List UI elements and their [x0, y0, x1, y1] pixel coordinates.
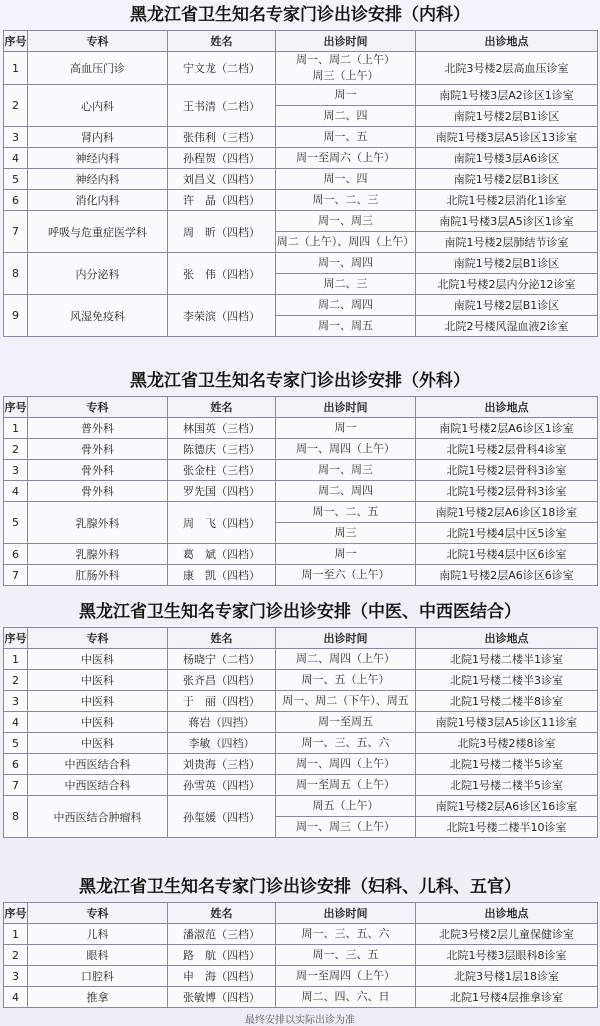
table-row	[4, 796, 598, 817]
header-name: 姓名	[168, 628, 276, 649]
cell-time: 周一、周四（上午）	[276, 754, 416, 775]
section-title: 黑龙江省卫生知名专家门诊出诊安排（妇科、儿科、五官）	[79, 877, 521, 897]
table-header-row	[4, 31, 598, 52]
cell-location: 南院1号楼2层B1诊区	[416, 169, 598, 190]
cell-dept: 神经内科	[28, 169, 168, 190]
header-time: 出诊时间	[276, 628, 416, 649]
table-header-row	[4, 628, 598, 649]
table-row	[4, 460, 598, 481]
cell-location: 南院1号楼2层B1诊区	[416, 295, 598, 316]
cell-no: 6	[4, 190, 28, 211]
cell-time: 周一至六（上午）	[276, 565, 416, 586]
cell-name: 林国英（三档）	[168, 418, 276, 439]
table-row	[4, 502, 598, 523]
table-row	[4, 52, 598, 85]
cell-name: 孙雪英（四档）	[168, 775, 276, 796]
cell-dept: 中医科	[28, 691, 168, 712]
cell-name: 陈德庆（三档）	[168, 439, 276, 460]
cell-dept: 心内科	[28, 85, 168, 127]
cell-time: 周二、四、六、日	[276, 987, 416, 1008]
cell-time: 周一	[276, 544, 416, 565]
header-no: 序号	[4, 628, 28, 649]
cell-dept: 中西医结合科	[28, 775, 168, 796]
cell-name: 孙程贺（四档）	[168, 148, 276, 169]
cell-name: 周 昕（四档）	[168, 211, 276, 253]
cell-time: 周一、三、五、六	[276, 924, 416, 945]
cell-no: 4	[4, 481, 28, 502]
cell-time: 周五（上午）	[276, 796, 416, 817]
cell-dept: 骨外科	[28, 481, 168, 502]
cell-name: 康 凯（四档）	[168, 565, 276, 586]
cell-location: 北院1号楼二楼半5诊室	[416, 775, 598, 796]
cell-location: 北院1号楼二楼半5诊室	[416, 754, 598, 775]
cell-time: 周一	[276, 85, 416, 106]
cell-time: 周一、四	[276, 169, 416, 190]
cell-name: 路 航（四档）	[168, 945, 276, 966]
cell-dept: 乳腺外科	[28, 502, 168, 544]
cell-no: 4	[4, 987, 28, 1008]
cell-location: 北院1号楼4层中区5诊室	[416, 523, 598, 544]
cell-time: 周二（上午）、周四（上午）	[276, 232, 416, 253]
table-row	[4, 439, 598, 460]
cell-location: 北院1号楼3层眼科8诊室	[416, 945, 598, 966]
cell-location: 北院3号楼2楼8诊室	[416, 733, 598, 754]
table-row	[4, 775, 598, 796]
cell-no: 2	[4, 670, 28, 691]
cell-time: 周一、三、五、六	[276, 733, 416, 754]
cell-no: 1	[4, 52, 28, 85]
cell-no: 6	[4, 544, 28, 565]
cell-location: 南院1号楼2层肺结节诊室	[416, 232, 598, 253]
cell-dept: 口腔科	[28, 966, 168, 987]
table-header-row	[4, 903, 598, 924]
table-row	[4, 148, 598, 169]
cell-location: 南院1号楼2层A6诊区6诊室	[416, 565, 598, 586]
cell-no: 7	[4, 565, 28, 586]
cell-dept: 神经内科	[28, 148, 168, 169]
table-row	[4, 691, 598, 712]
cell-location: 北院1号楼二楼半8诊室	[416, 691, 598, 712]
schedule-table	[3, 627, 598, 838]
section-tcm	[0, 597, 600, 838]
footer-note: 最终安排以实际出诊为准	[245, 1015, 355, 1026]
cell-name: 张敏博（四档）	[168, 987, 276, 1008]
header-dept: 专科	[28, 628, 168, 649]
cell-location: 北院1号楼2层骨科3诊室	[416, 481, 598, 502]
cell-name: 罗先国（四档）	[168, 481, 276, 502]
cell-location: 南院1号楼3层A5诊区11诊室	[416, 712, 598, 733]
table-row	[4, 211, 598, 232]
cell-dept: 肾内科	[28, 127, 168, 148]
cell-location: 北院1号楼2层消化1诊室	[416, 190, 598, 211]
cell-dept: 呼吸与危重症医学科	[28, 211, 168, 253]
table-header-row	[4, 397, 598, 418]
cell-location: 北院1号楼2层骨科4诊室	[416, 439, 598, 460]
cell-dept: 中西医结合肿瘤科	[28, 796, 168, 838]
cell-time: 周一、五	[276, 127, 416, 148]
table-row	[4, 712, 598, 733]
cell-name: 宁文龙（二档）	[168, 52, 276, 85]
cell-name: 许 晶（四档）	[168, 190, 276, 211]
cell-no: 2	[4, 85, 28, 127]
header-location: 出诊地点	[416, 397, 598, 418]
cell-time: 周一、周二（上午） 周三（上午）	[276, 52, 416, 85]
header-dept: 专科	[28, 903, 168, 924]
table-row	[4, 565, 598, 586]
section-surgery	[0, 366, 600, 586]
cell-time: 周一、周四	[276, 253, 416, 274]
cell-location: 北院3号楼2层儿童保健诊室	[416, 924, 598, 945]
cell-location: 南院1号楼3层A2诊区1诊室	[416, 85, 598, 106]
cell-name: 张 伟（四档）	[168, 253, 276, 295]
section-title: 黑龙江省卫生知名专家门诊出诊安排（外科）	[130, 371, 470, 391]
cell-time: 周一、周三（上午）	[276, 817, 416, 838]
cell-dept: 中西医结合科	[28, 754, 168, 775]
cell-no: 3	[4, 460, 28, 481]
cell-time: 周二、三	[276, 274, 416, 295]
cell-no: 5	[4, 502, 28, 544]
cell-name: 于 丽（四档）	[168, 691, 276, 712]
header-dept: 专科	[28, 31, 168, 52]
cell-name: 张金柱（三档）	[168, 460, 276, 481]
table-row	[4, 754, 598, 775]
cell-location: 南院1号楼3层A6诊区	[416, 148, 598, 169]
cell-no: 7	[4, 211, 28, 253]
section-title: 黑龙江省卫生知名专家门诊出诊安排（中医、中西医结合）	[79, 602, 521, 622]
table-row	[4, 966, 598, 987]
table-row	[4, 169, 598, 190]
cell-time: 周三	[276, 523, 416, 544]
header-no: 序号	[4, 31, 28, 52]
cell-name: 周 飞（四档）	[168, 502, 276, 544]
table-row	[4, 924, 598, 945]
cell-no: 9	[4, 295, 28, 337]
table-row	[4, 670, 598, 691]
cell-name: 申 海（四档）	[168, 966, 276, 987]
cell-name: 张伟利（三档）	[168, 127, 276, 148]
table-row	[4, 649, 598, 670]
cell-time: 周二、周四	[276, 481, 416, 502]
cell-dept: 内分泌科	[28, 253, 168, 295]
cell-dept: 骨外科	[28, 460, 168, 481]
cell-name: 王书清（二档）	[168, 85, 276, 127]
cell-location: 南院1号楼2层A6诊区18诊室	[416, 502, 598, 523]
cell-dept: 肛肠外科	[28, 565, 168, 586]
cell-dept: 眼科	[28, 945, 168, 966]
cell-no: 7	[4, 775, 28, 796]
cell-no: 8	[4, 796, 28, 838]
cell-location: 南院1号楼2层A6诊区16诊室	[416, 796, 598, 817]
cell-dept: 风湿免疫科	[28, 295, 168, 337]
schedule-table	[3, 396, 598, 586]
table-row	[4, 733, 598, 754]
cell-name: 杨晓宁（二档）	[168, 649, 276, 670]
cell-no: 1	[4, 649, 28, 670]
cell-name: 刘昌义（四档）	[168, 169, 276, 190]
cell-dept: 普外科	[28, 418, 168, 439]
cell-name: 潘淑范（三档）	[168, 924, 276, 945]
cell-time: 周一至周五（上午）	[276, 775, 416, 796]
cell-time: 周一至周六（上午）	[276, 148, 416, 169]
table-row	[4, 481, 598, 502]
cell-time: 周一、周三	[276, 460, 416, 481]
header-no: 序号	[4, 397, 28, 418]
cell-location: 北院1号楼2层骨科3诊室	[416, 460, 598, 481]
cell-no: 2	[4, 439, 28, 460]
cell-dept: 中医科	[28, 733, 168, 754]
cell-name: 李敏（四档）	[168, 733, 276, 754]
cell-no: 3	[4, 966, 28, 987]
header-name: 姓名	[168, 397, 276, 418]
cell-time: 周一、二、三	[276, 190, 416, 211]
cell-time: 周一、三、五	[276, 945, 416, 966]
cell-no: 4	[4, 712, 28, 733]
cell-name: 李荣滨（四档）	[168, 295, 276, 337]
cell-no: 6	[4, 754, 28, 775]
cell-dept: 中医科	[28, 670, 168, 691]
cell-no: 5	[4, 733, 28, 754]
cell-time: 周一、二、五	[276, 502, 416, 523]
table-row	[4, 190, 598, 211]
cell-name: 孙玺媛（四档）	[168, 796, 276, 838]
cell-time: 周一、周三	[276, 211, 416, 232]
cell-no: 5	[4, 169, 28, 190]
section-internal-medicine	[0, 0, 600, 337]
cell-dept: 中医科	[28, 649, 168, 670]
table-row	[4, 987, 598, 1008]
cell-name: 刘贵海（三档）	[168, 754, 276, 775]
cell-location: 南院1号楼3层A5诊区1诊室	[416, 211, 598, 232]
cell-time: 周二、四	[276, 106, 416, 127]
header-no: 序号	[4, 903, 28, 924]
cell-time: 周二、周四（上午）	[276, 649, 416, 670]
cell-location: 南院1号楼3层A5诊区13诊室	[416, 127, 598, 148]
header-name: 姓名	[168, 31, 276, 52]
cell-name: 蒋岩（四挡）	[168, 712, 276, 733]
cell-location: 北院1号楼二楼半10诊室	[416, 817, 598, 838]
table-row	[4, 127, 598, 148]
table-row	[4, 295, 598, 316]
header-time: 出诊时间	[276, 903, 416, 924]
cell-location: 北院1号楼2层内分泌12诊室	[416, 274, 598, 295]
cell-no: 3	[4, 691, 28, 712]
cell-dept: 儿科	[28, 924, 168, 945]
cell-location: 北院1号楼二楼半1诊室	[416, 649, 598, 670]
header-time: 出诊时间	[276, 31, 416, 52]
header-name: 姓名	[168, 903, 276, 924]
cell-name: 张齐昌（四档）	[168, 670, 276, 691]
cell-no: 2	[4, 945, 28, 966]
cell-location: 南院1号楼2层B1诊区	[416, 253, 598, 274]
cell-location: 北院1号楼4层中区6诊室	[416, 544, 598, 565]
table-row	[4, 544, 598, 565]
cell-time: 周一、周五	[276, 316, 416, 337]
cell-time: 周一至周四（上午）	[276, 966, 416, 987]
header-location: 出诊地点	[416, 903, 598, 924]
cell-name: 葛 斌（四档）	[168, 544, 276, 565]
cell-location: 北院3号楼1层18诊室	[416, 966, 598, 987]
cell-no: 1	[4, 418, 28, 439]
cell-no: 4	[4, 148, 28, 169]
section-gyn-ped-ent	[0, 872, 600, 1008]
header-location: 出诊地点	[416, 628, 598, 649]
cell-location: 北院2号楼风湿血液2诊室	[416, 316, 598, 337]
schedule-table	[3, 30, 598, 337]
cell-no: 1	[4, 924, 28, 945]
cell-location: 北院1号楼二楼半3诊室	[416, 670, 598, 691]
table-row	[4, 418, 598, 439]
header-time: 出诊时间	[276, 397, 416, 418]
cell-time: 周一	[276, 418, 416, 439]
cell-time: 周一、周四（上午）	[276, 439, 416, 460]
cell-time: 周二、周四	[276, 295, 416, 316]
cell-location: 南院1号楼2层A6诊区1诊室	[416, 418, 598, 439]
cell-dept: 高血压门诊	[28, 52, 168, 85]
cell-location: 北院1号楼4层推拿诊室	[416, 987, 598, 1008]
cell-location: 北院3号楼2层高血压诊室	[416, 52, 598, 85]
schedule-table	[3, 902, 598, 1008]
table-row	[4, 85, 598, 106]
cell-time: 周一至周五	[276, 712, 416, 733]
cell-time: 周一、五（上午）	[276, 670, 416, 691]
cell-no: 8	[4, 253, 28, 295]
header-dept: 专科	[28, 397, 168, 418]
section-title: 黑龙江省卫生知名专家门诊出诊安排（内科）	[130, 5, 470, 25]
header-location: 出诊地点	[416, 31, 598, 52]
cell-dept: 骨外科	[28, 439, 168, 460]
cell-no: 3	[4, 127, 28, 148]
table-row	[4, 253, 598, 274]
cell-dept: 乳腺外科	[28, 544, 168, 565]
cell-location: 南院1号楼2层B1诊区	[416, 106, 598, 127]
cell-time: 周一、周二（下午）、周五	[276, 691, 416, 712]
cell-dept: 推拿	[28, 987, 168, 1008]
cell-dept: 中医科	[28, 712, 168, 733]
table-row	[4, 945, 598, 966]
cell-dept: 消化内科	[28, 190, 168, 211]
